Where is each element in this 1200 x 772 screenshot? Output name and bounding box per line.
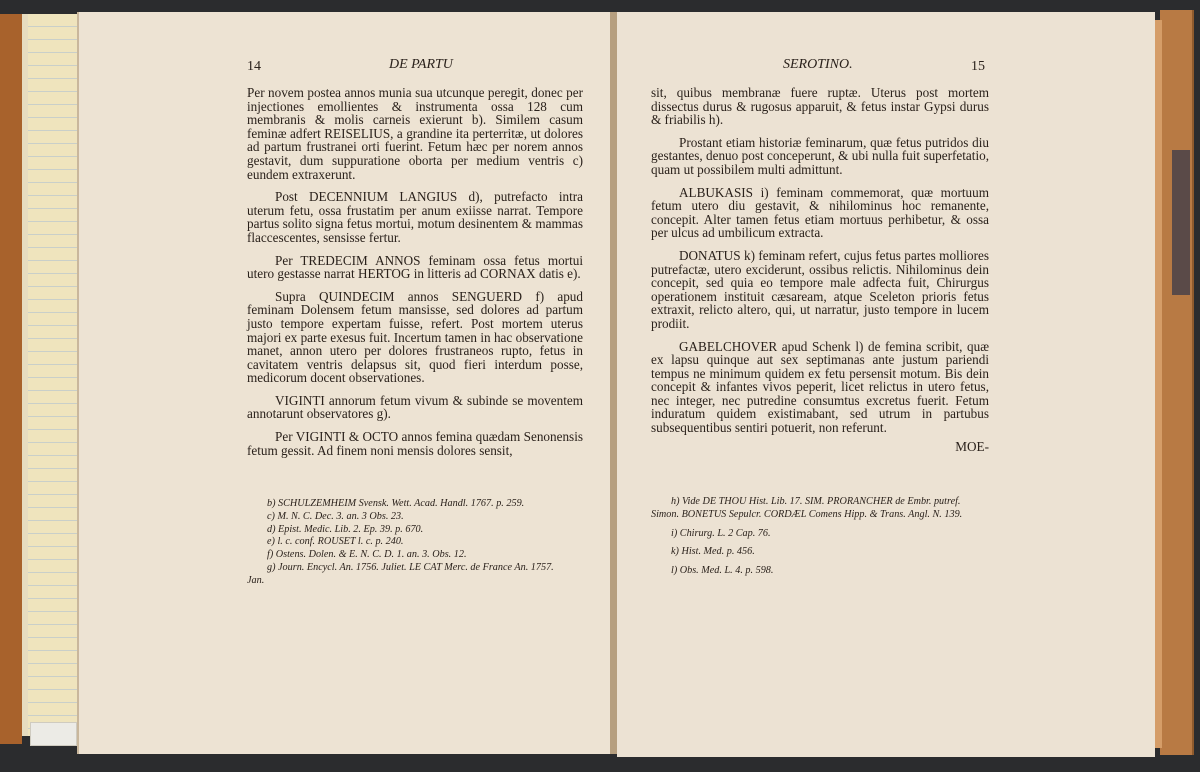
notepad-tab: [30, 722, 77, 746]
paragraph: Supra QUINDECIM annos SENGUERD f) apud feminam Dolensem fetum mansisse, sed dolores ad partum justo tempore expertam fuisse, refert. Post mortem uterus majori ex parte exesus fuit. Incertum tamen in hac observatione manet, annon utero per dolores frustraneos rupto, fetus in cavitatem ventris delapsus sit, quod fieri interdum posse, medicorum docent observationes.: [247, 288, 583, 386]
paragraph: sit, quibus membranæ fuere ruptæ. Uterus post mortem dissectus durus & rugosus apparuit, & fetus instar Gypsi durus & friabilis h).: [651, 85, 989, 128]
spine-cloth: [1172, 150, 1190, 295]
book-gutter: [610, 12, 617, 754]
catchword: MOE-: [955, 438, 989, 454]
footnotes: [651, 496, 991, 578]
left-book-cover: [0, 14, 22, 744]
right-book-cover: [1160, 10, 1194, 755]
footnote: f) Ostens. Dolen. & E. N. C. D. 1. an. 3. Obs. 12.: [267, 549, 467, 561]
footnote: l) Obs. Med. L. 4. p. 598.: [671, 565, 774, 577]
paragraph: Post DECENNIUM LANGIUS d), putrefacto intra uterum fetu, ossa frustatim per anum exiisse narrat. Tempore partus solito signa fetus mortui, motum desinentem & mammas flaccescentes, sensisse fertur.: [247, 189, 583, 245]
paragraph: Per VIGINTI & OCTO annos femina quædam Senonensis fetum gessit. Ad finem noni mensis dolores sensit,: [247, 429, 583, 458]
paragraph: GABELCHOVER apud Schenk l) de femina scribit, quæ ex lapsu quinque aut sex septimanas ante justum pariendi tempus ne minimum quidem ex fetu persensit motum. Bis dein concepit & infantes vivos peperit, licet relictus in utero fetus, nec integer, nec putredine consumtus excretus fuerit. Fetum induratum quidem existimabant, sed utrum in partubus subsequentibus sentiri potuerit, non referunt.: [651, 338, 989, 436]
body-text: [247, 86, 583, 466]
paragraph: Per novem postea annos munia sua utcunque peregit, donec per injectiones emollientes & instrumenta ossa 128 cum membranis & molis carneis exierunt b). Similem casum feminæ adfert REISELIUS, a grandine ita perterritæ, ut dolores ad partum frustranei orti fuerint. Fetum hæc per norem annos gestavit, dum suppuratione oborta per medium ventris c) eundem extraxerunt.: [247, 85, 583, 182]
paragraph: ALBUKASIS i) feminam commemorat, quæ mortuum fetum utero diu gestavit, & nihilominus hoc remanente, concepit. Alter tamen fetus etiam mortuus perhibetur, & ossa per ulcus ad umbilicum extracta.: [651, 184, 989, 241]
paragraph: DONATUS k) feminam refert, cujus fetus partes molliores putrefactæ, utero exciderunt, ossibus relictis. Nihilominus dein concepit, sed quia eo tempore male adfecta fuit, Chirurgus operationem instituit cæsaream, atque Sceleton prioris fetus extraxit, relicto altero, qui, ut narratur, justo tempore in lucem prodiit.: [651, 247, 989, 331]
paragraph: Prostant etiam historiæ feminarum, quæ fetus putridos diu gestantes, denuo post conceperunt, & ubi nulla fuit superfetatio, quam ut possibilem multi admittunt.: [651, 134, 989, 177]
footnote: d) Epist. Medic. Lib. 2. Ep. 39. p. 670.: [267, 523, 424, 535]
footnote: i) Chirurg. L. 2 Cap. 76.: [671, 527, 771, 539]
page-number: 15: [971, 59, 985, 74]
left-page: [77, 12, 612, 754]
body-text: [651, 86, 989, 462]
footnote: k) Hist. Med. p. 456.: [671, 546, 755, 558]
footnote: b) SCHULZEMHEIM Svensk. Wett. Acad. Handl. 1767. p. 259.: [267, 498, 525, 509]
footnote: e) l. c. conf. ROUSET l. c. p. 240.: [267, 536, 404, 548]
paragraph: Per TREDECIM ANNOS feminam ossa fetus mortui utero gestasse narrat HERTOG in litteris ad CORNAX datis e).: [247, 252, 583, 282]
footnotes: [247, 498, 583, 588]
right-page: [617, 12, 1155, 757]
footnote: Jan.: [247, 574, 265, 586]
lined-notepad: [22, 14, 78, 736]
running-head: SEROTINO.: [783, 57, 853, 72]
page-number: 14: [247, 59, 261, 74]
footnote: c) M. N. C. Dec. 3. an. 3 Obs. 23.: [267, 510, 404, 522]
footnote: g) Journ. Encycl. An. 1756. Juliet. LE CAT Merc. de France An. 1757.: [267, 561, 554, 573]
running-head: DE PARTU: [389, 57, 453, 72]
footnote: Simon. BONETUS Sepulcr. CORDÆL Comens Hipp. & Trans. Angl. N. 139.: [651, 508, 963, 520]
footnote: h) Vide DE THOU Hist. Lib. 17. SIM. PRORANCHER de Embr. putref.: [671, 496, 961, 507]
paragraph: VIGINTI annorum fetum vivum & subinde se moventem annotarunt observatores g).: [247, 392, 583, 422]
